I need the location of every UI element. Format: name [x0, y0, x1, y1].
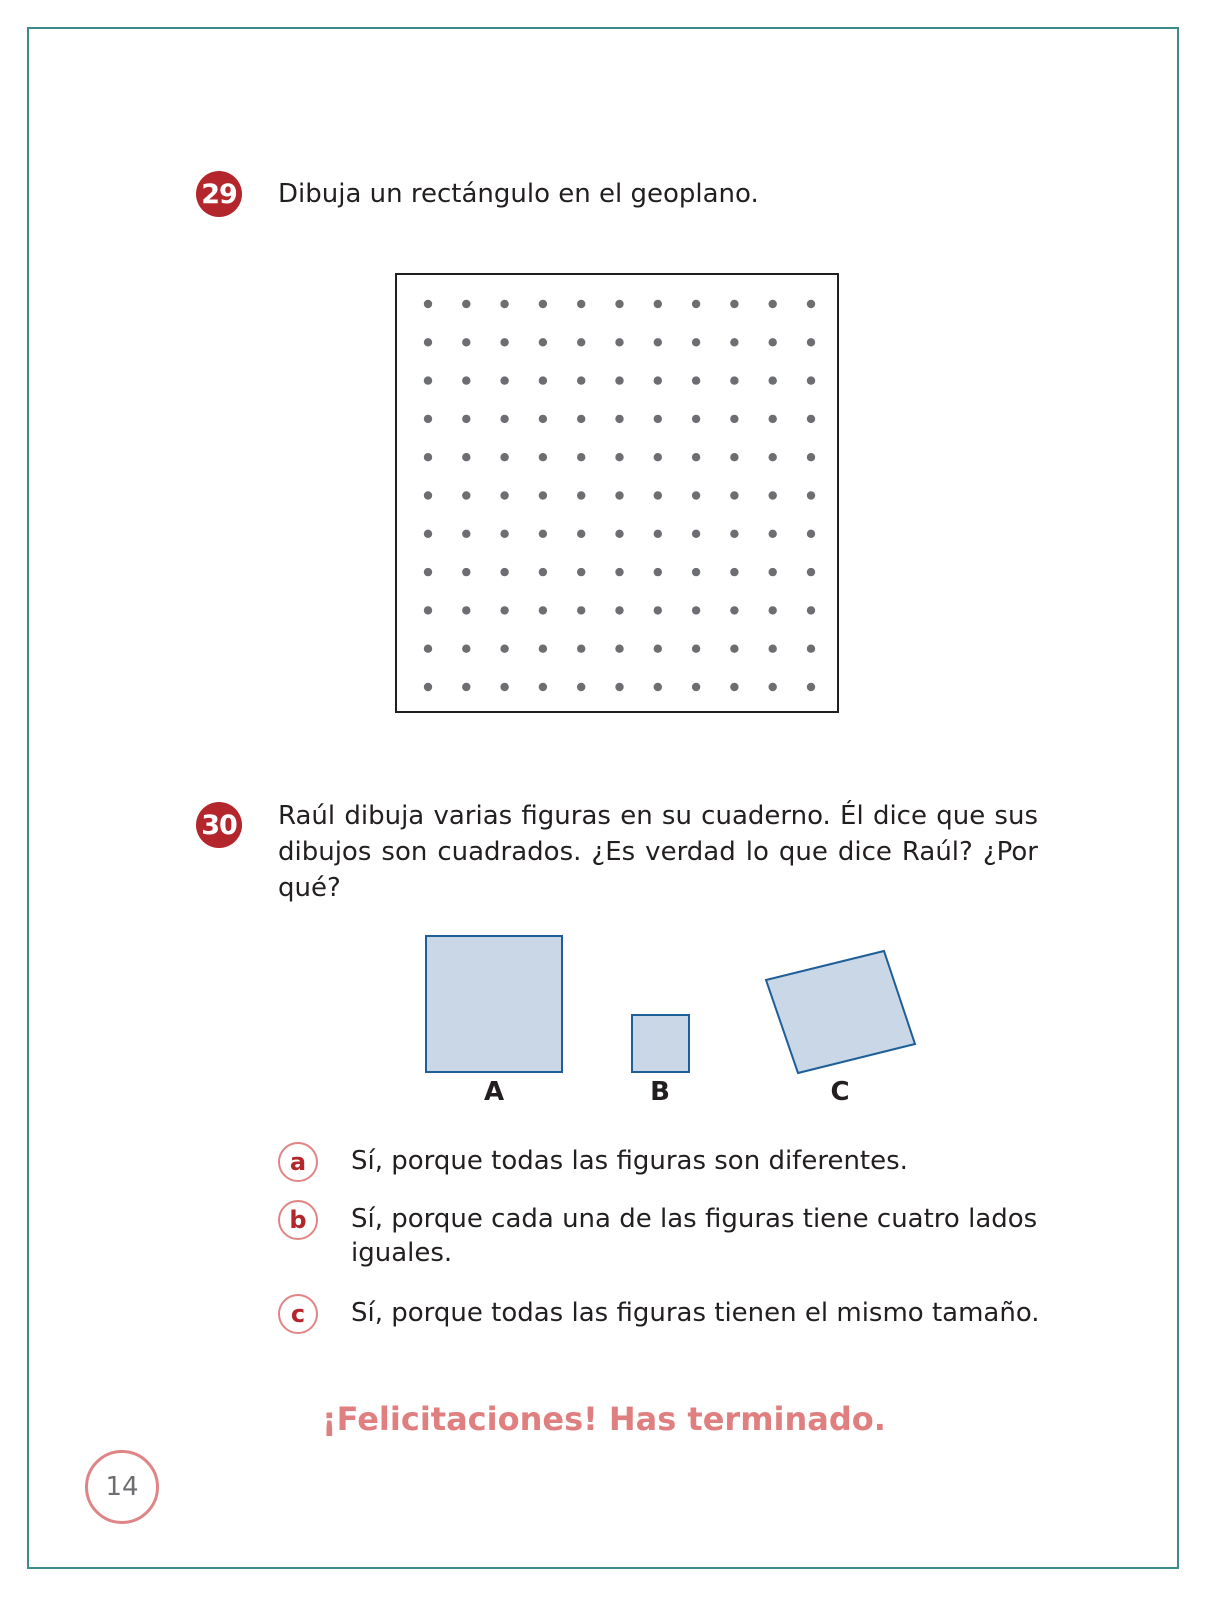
- geoplane-peg[interactable]: [769, 376, 777, 384]
- geoplane-peg[interactable]: [615, 606, 623, 614]
- geoplane-peg[interactable]: [654, 568, 662, 576]
- figure-c-label: C: [830, 1077, 850, 1107]
- option-b-text: Sí, porque cada una de las figuras tiene cuatro lados iguales.: [351, 1204, 1038, 1268]
- geoplane-peg[interactable]: [807, 568, 815, 576]
- geoplane-peg[interactable]: [462, 338, 470, 346]
- geoplane-peg[interactable]: [769, 683, 777, 691]
- geoplane-peg[interactable]: [730, 645, 738, 653]
- geoplane-peg[interactable]: [500, 606, 508, 614]
- geoplane-peg[interactable]: [539, 683, 547, 691]
- geoplane-peg[interactable]: [462, 376, 470, 384]
- geoplane-peg[interactable]: [615, 376, 623, 384]
- geoplane-peg[interactable]: [577, 530, 585, 538]
- geoplane-peg[interactable]: [424, 338, 432, 346]
- geoplane-peg[interactable]: [730, 683, 738, 691]
- geoplane-peg[interactable]: [539, 491, 547, 499]
- geoplane-peg[interactable]: [424, 606, 432, 614]
- geoplane-peg[interactable]: [577, 453, 585, 461]
- question-30-text: Raúl dibuja varias figuras en su cuaderno. Él dice que sus dibujos son cuadrados. ¿Es verdad lo que dice Raúl? ¿Por qué?: [278, 801, 1038, 903]
- geoplane-peg[interactable]: [654, 376, 662, 384]
- geoplane-peg[interactable]: [615, 491, 623, 499]
- geoplane-peg[interactable]: [424, 415, 432, 423]
- geoplane-peg[interactable]: [424, 491, 432, 499]
- option-c-text: Sí, porque todas las figuras tienen el mismo tamaño.: [351, 1298, 1040, 1328]
- geoplane-peg[interactable]: [692, 530, 700, 538]
- geoplane-dots: [397, 275, 837, 711]
- geoplane-peg[interactable]: [577, 568, 585, 576]
- geoplane-peg[interactable]: [769, 491, 777, 499]
- geoplane-peg[interactable]: [730, 530, 738, 538]
- geoplane-peg[interactable]: [769, 645, 777, 653]
- option-b-letter[interactable]: b: [278, 1200, 318, 1240]
- geoplane-peg[interactable]: [424, 530, 432, 538]
- geoplane-peg[interactable]: [500, 568, 508, 576]
- geoplane-peg[interactable]: [807, 415, 815, 423]
- geoplane-peg[interactable]: [615, 338, 623, 346]
- geoplane-peg[interactable]: [807, 606, 815, 614]
- figure-b-square: [632, 1015, 689, 1072]
- geoplane-peg[interactable]: [654, 415, 662, 423]
- geoplane-peg[interactable]: [769, 338, 777, 346]
- geoplane-peg[interactable]: [615, 568, 623, 576]
- geoplane-peg[interactable]: [730, 453, 738, 461]
- geoplane-peg[interactable]: [462, 568, 470, 576]
- geoplane-peg[interactable]: [500, 300, 508, 308]
- geoplane-peg[interactable]: [539, 645, 547, 653]
- geoplane-peg[interactable]: [500, 491, 508, 499]
- geoplane-peg[interactable]: [539, 415, 547, 423]
- geoplane-peg[interactable]: [615, 645, 623, 653]
- geoplane-peg[interactable]: [577, 683, 585, 691]
- geoplane-peg[interactable]: [424, 376, 432, 384]
- geoplane-peg[interactable]: [730, 568, 738, 576]
- geoplane-peg[interactable]: [730, 415, 738, 423]
- geoplane-peg[interactable]: [692, 491, 700, 499]
- geoplane-peg[interactable]: [500, 376, 508, 384]
- geoplane-peg[interactable]: [807, 376, 815, 384]
- question-29-text: Dibuja un rectángulo en el geoplano.: [278, 179, 759, 209]
- geoplane-peg[interactable]: [692, 376, 700, 384]
- geoplane-peg[interactable]: [615, 415, 623, 423]
- figure-a-label: A: [483, 1077, 505, 1107]
- geoplane-peg[interactable]: [424, 568, 432, 576]
- geoplane-peg[interactable]: [577, 645, 585, 653]
- geoplane-peg[interactable]: [692, 453, 700, 461]
- geoplane-peg[interactable]: [807, 338, 815, 346]
- geoplane-peg[interactable]: [654, 300, 662, 308]
- geoplane-peg[interactable]: [615, 300, 623, 308]
- geoplane-peg[interactable]: [500, 645, 508, 653]
- geoplane-peg[interactable]: [692, 568, 700, 576]
- geoplane-peg[interactable]: [615, 683, 623, 691]
- geoplane-peg[interactable]: [769, 453, 777, 461]
- geoplane-peg[interactable]: [462, 645, 470, 653]
- geoplane-peg[interactable]: [539, 376, 547, 384]
- geoplane-peg[interactable]: [424, 683, 432, 691]
- geoplane-peg[interactable]: [500, 683, 508, 691]
- geoplane-peg[interactable]: [462, 491, 470, 499]
- geoplane-peg[interactable]: [654, 683, 662, 691]
- geoplane-peg[interactable]: [730, 338, 738, 346]
- geoplane-peg[interactable]: [807, 491, 815, 499]
- geoplane-peg[interactable]: [539, 530, 547, 538]
- geoplane-peg[interactable]: [807, 453, 815, 461]
- geoplane-peg[interactable]: [654, 491, 662, 499]
- geoplane-peg[interactable]: [424, 300, 432, 308]
- geoplane-peg[interactable]: [539, 453, 547, 461]
- geoplane-peg[interactable]: [654, 338, 662, 346]
- closing-message: ¡Felicitaciones! Has terminado.: [322, 1400, 886, 1438]
- option-a-letter[interactable]: a: [278, 1142, 318, 1182]
- geoplane-peg[interactable]: [577, 338, 585, 346]
- geoplane-peg[interactable]: [577, 415, 585, 423]
- geoplane-peg[interactable]: [730, 300, 738, 308]
- geoplane-peg[interactable]: [539, 568, 547, 576]
- geoplane-peg[interactable]: [462, 530, 470, 538]
- geoplane-peg[interactable]: [654, 606, 662, 614]
- geoplane-peg[interactable]: [769, 415, 777, 423]
- geoplane-peg[interactable]: [615, 530, 623, 538]
- geoplane-peg[interactable]: [730, 606, 738, 614]
- geoplane-peg[interactable]: [500, 415, 508, 423]
- figure-c-square: [766, 951, 915, 1073]
- option-c-letter[interactable]: c: [278, 1294, 318, 1334]
- geoplane-peg[interactable]: [500, 453, 508, 461]
- geoplane-peg[interactable]: [654, 645, 662, 653]
- geoplane-peg[interactable]: [654, 530, 662, 538]
- geoplane-peg[interactable]: [769, 606, 777, 614]
- geoplane-peg[interactable]: [807, 645, 815, 653]
- geoplane-peg[interactable]: [769, 568, 777, 576]
- geoplane-peg[interactable]: [424, 453, 432, 461]
- geoplane-peg[interactable]: [424, 645, 432, 653]
- geoplane-peg[interactable]: [807, 300, 815, 308]
- geoplane-peg[interactable]: [577, 376, 585, 384]
- geoplane-peg[interactable]: [615, 453, 623, 461]
- geoplane-peg[interactable]: [462, 606, 470, 614]
- geoplane-peg[interactable]: [654, 453, 662, 461]
- figure-a-square: [426, 936, 562, 1072]
- geoplane-peg[interactable]: [539, 606, 547, 614]
- geoplane-peg[interactable]: [730, 491, 738, 499]
- geoplane-peg[interactable]: [462, 683, 470, 691]
- question-30-number: 30: [196, 802, 242, 848]
- geoplane-peg[interactable]: [692, 415, 700, 423]
- geoplane-peg[interactable]: [577, 491, 585, 499]
- geoplane-peg[interactable]: [577, 300, 585, 308]
- option-a-text: Sí, porque todas las figuras son diferentes.: [351, 1146, 908, 1176]
- geoplane-peg[interactable]: [539, 338, 547, 346]
- geoplane-peg[interactable]: [500, 338, 508, 346]
- geoplane-peg[interactable]: [692, 300, 700, 308]
- geoplane-peg[interactable]: [769, 300, 777, 308]
- geoplane-peg[interactable]: [692, 645, 700, 653]
- geoplane-peg[interactable]: [577, 606, 585, 614]
- page-number: 14: [85, 1450, 159, 1524]
- geoplane-peg[interactable]: [539, 300, 547, 308]
- figure-b-label: B: [650, 1077, 670, 1107]
- figures-group: [400, 925, 920, 1125]
- geoplane-peg[interactable]: [462, 453, 470, 461]
- geoplane-peg[interactable]: [462, 300, 470, 308]
- geoplane-peg[interactable]: [807, 530, 815, 538]
- geoplane-peg[interactable]: [769, 530, 777, 538]
- geoplane-peg[interactable]: [500, 530, 508, 538]
- geoplane-peg[interactable]: [692, 338, 700, 346]
- geoplane-peg[interactable]: [692, 683, 700, 691]
- question-29-number: 29: [196, 171, 242, 217]
- geoplane-peg[interactable]: [692, 606, 700, 614]
- geoplane-peg[interactable]: [807, 683, 815, 691]
- geoplane-peg[interactable]: [730, 376, 738, 384]
- geoplane[interactable]: [395, 273, 839, 713]
- geoplane-peg[interactable]: [462, 415, 470, 423]
